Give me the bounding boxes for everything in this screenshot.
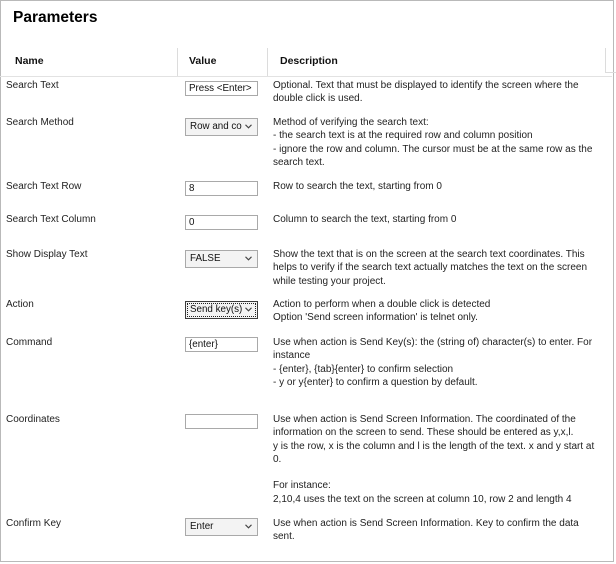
param-name-confirm-key: Confirm Key	[6, 518, 62, 529]
panel-title: Parameters	[13, 9, 98, 26]
param-name-search-text: Search Text	[6, 80, 59, 91]
column-divider[interactable]	[177, 48, 178, 76]
column-divider[interactable]	[267, 48, 268, 76]
search-method-select[interactable]	[185, 118, 258, 136]
param-desc-search-method: Method of verifying the search text: - the search text is at the required row and column position - ignore the row and column. The cursor must be at the same row as the search text.	[273, 117, 593, 168]
search-text-row-input[interactable]: 8	[185, 181, 258, 196]
coordinates-input[interactable]	[185, 414, 258, 429]
header-divider	[0, 76, 612, 77]
param-desc-show-display-text: Show the text that is on the screen at the search text coordinates. This helps to verify if the search text actually matches the text on the screen while testing your project.	[273, 249, 588, 287]
command-input[interactable]: {enter}	[185, 337, 258, 352]
param-desc-action: Action to perform when a double click is detected Option 'Send screen information' is telnet only.	[273, 299, 491, 324]
param-name-command: Command	[6, 337, 53, 348]
param-name-search-text-column: Search Text Column	[6, 214, 96, 225]
search-text-input[interactable]: Press <Enter>	[185, 81, 258, 96]
chevron-down-icon	[245, 307, 252, 312]
param-desc-confirm-key: Use when action is Send Screen Information. Key to confirm the data sent.	[273, 518, 579, 543]
column-header-description[interactable]: Description	[280, 55, 338, 67]
action-select[interactable]	[185, 301, 258, 319]
param-desc-coordinates: Use when action is Send Screen Information. The coordinated of the information on the screen to send. These should be entered as y,x,l. y is the row, x is the column and l is the length of the text. x and y start at 0. For instance: 2,10,4 uses the text on the screen at column 10, row 2 and length 4	[273, 414, 595, 505]
search-method-value: Row and co	[190, 121, 242, 132]
param-desc-search-text-column: Column to search the text, starting from 0	[273, 214, 457, 225]
column-header-name[interactable]: Name	[15, 55, 44, 67]
param-desc-search-text: Optional. Text that must be displayed to identify the screen where the double click is used.	[273, 80, 579, 105]
show-display-text-select[interactable]	[185, 250, 258, 268]
param-name-search-text-row: Search Text Row	[6, 181, 82, 192]
confirm-key-value: Enter	[190, 521, 214, 532]
scrollbar-corner	[605, 48, 616, 73]
chevron-down-icon	[245, 256, 252, 261]
column-header-value[interactable]: Value	[189, 55, 217, 67]
param-name-action: Action	[6, 299, 34, 310]
param-name-coordinates: Coordinates	[6, 414, 60, 425]
confirm-key-select[interactable]	[185, 518, 258, 536]
chevron-down-icon	[245, 524, 252, 529]
action-value: Send key(s)	[190, 304, 243, 315]
param-desc-command: Use when action is Send Key(s): the (string of) character(s) to enter. For instance - {enter}, {tab}{enter} to confirm selection - y or y{enter} to confirm a question by default.	[273, 337, 593, 388]
param-name-search-method: Search Method	[6, 117, 74, 128]
show-display-text-value: FALSE	[190, 253, 221, 264]
param-name-show-display-text: Show Display Text	[6, 249, 88, 260]
table-header	[0, 48, 612, 76]
chevron-down-icon	[245, 124, 252, 129]
search-text-column-input[interactable]: 0	[185, 215, 258, 230]
param-desc-search-text-row: Row to search the text, starting from 0	[273, 181, 442, 192]
